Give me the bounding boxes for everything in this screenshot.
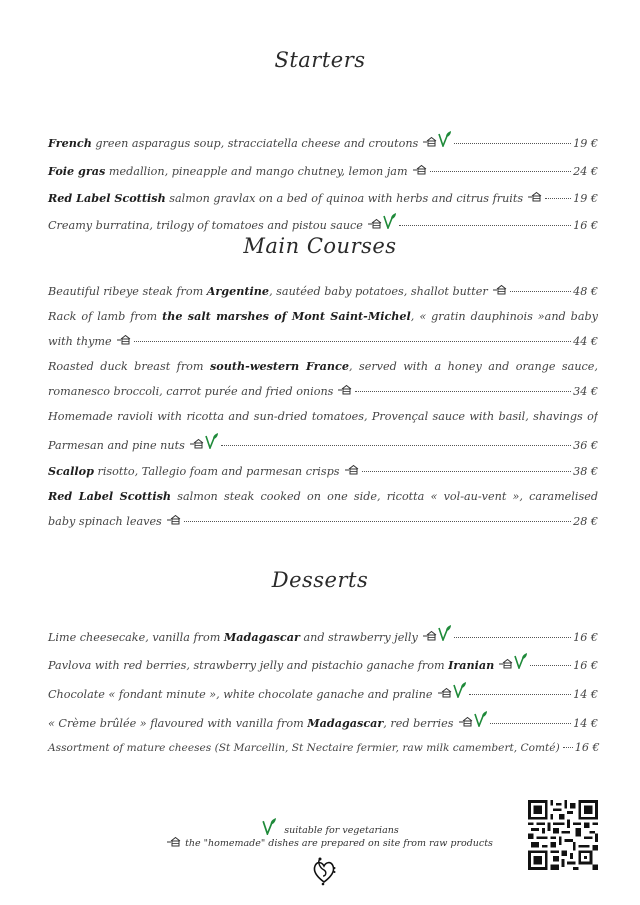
item-price: 28 € [573, 515, 598, 528]
menu-item [48, 682, 598, 707]
homemade-house-icon [368, 218, 382, 229]
menu-item [48, 484, 598, 534]
item-price: 48 € [573, 285, 598, 298]
dot-leader [469, 694, 572, 695]
legend-homemade-text: the "homemade" dishes are prepared on site from raw products [185, 838, 493, 849]
dot-leader [355, 391, 571, 392]
menu-item [48, 653, 598, 678]
vegetarian-leaf-icon [474, 711, 487, 727]
menu-item [48, 354, 598, 404]
item-highlight: Madagascar [307, 716, 384, 730]
item-highlight: Madagascar [223, 630, 300, 644]
item-highlight: the salt marshes of Mont Saint-Michel [162, 309, 411, 323]
item-price: 34 € [573, 385, 598, 398]
item-price: 16 € [573, 631, 598, 644]
dot-leader [545, 198, 571, 199]
dot-leader [563, 747, 573, 748]
item-price: 14 € [573, 717, 598, 730]
item-price: 44 € [573, 335, 598, 348]
item-description: romanesco broccoli, carrot purée and fried onions [48, 385, 334, 398]
item-description: risotto, Tallegio foam and parmesan crisps [93, 465, 340, 478]
dot-leader [134, 341, 571, 342]
legend-vegetarian-text: suitable for vegetarians [284, 825, 399, 836]
legend-vegetarian [150, 818, 510, 836]
item-price: 19 € [573, 137, 598, 150]
dot-leader [221, 445, 571, 446]
dot-leader [399, 225, 571, 226]
homemade-house-icon [459, 716, 473, 727]
item-description: , served with a honey and orange sauce, [348, 360, 598, 373]
item-highlight: Iranian [448, 658, 495, 672]
item-description: , red berries [383, 717, 454, 730]
item-description: Roasted duck breast from [48, 360, 210, 373]
vegetarian-leaf-icon [438, 131, 451, 147]
legend-homemade [150, 836, 510, 849]
dot-leader [490, 723, 572, 724]
item-description: salmon steak cooked on one side, ricotta « vol-au-vent », caramelised [177, 490, 598, 503]
vegetarian-leaf-icon [453, 682, 466, 698]
dot-leader [510, 291, 571, 292]
item-description: Pavlova with red berries, strawberry jelly and pistachio ganache from [48, 659, 449, 672]
treble-clef-heart-icon [312, 856, 336, 886]
homemade-house-icon [423, 136, 437, 147]
homemade-house-icon [167, 514, 181, 525]
dot-leader [530, 665, 571, 666]
item-price: 36 € [573, 439, 598, 452]
dot-leader [454, 143, 571, 144]
section-title-main-courses: Main Courses [243, 234, 397, 258]
section-title-starters: Starters [274, 48, 366, 72]
item-price: 16 € [574, 741, 600, 754]
homemade-house-icon [413, 164, 427, 175]
item-price: 38 € [573, 465, 598, 478]
menu-item [48, 159, 598, 184]
homemade-house-icon [338, 384, 352, 395]
dot-leader [454, 637, 571, 638]
menu-item [48, 404, 598, 458]
menu-item [48, 711, 598, 736]
homemade-house-icon [423, 630, 437, 641]
dot-leader [362, 471, 572, 472]
menu-item [48, 186, 598, 211]
item-description: with thyme [48, 335, 112, 348]
item-price: 24 € [573, 165, 598, 178]
item-highlight: Argentine [206, 284, 270, 298]
homemade-house-icon [528, 191, 542, 202]
menu-item [48, 625, 598, 650]
homemade-house-icon [190, 438, 204, 449]
homemade-house-icon [167, 836, 181, 847]
item-description: Parmesan and pine nuts [48, 439, 185, 452]
qr-code[interactable] [528, 800, 598, 870]
item-description: Creamy burratina, trilogy of tomatoes and pistou sauce [48, 219, 363, 232]
item-description: green asparagus soup, stracciatella cheese and croutons [91, 137, 419, 150]
item-description: « Crème brûlée » flavoured with vanilla from [48, 717, 308, 730]
vegetarian-leaf-icon [262, 818, 276, 835]
menu-item [48, 279, 598, 304]
item-description: salmon gravlax on a bed of quinoa with herbs and citrus fruits [165, 192, 524, 205]
section-title-desserts: Desserts [271, 568, 369, 592]
menu-item [48, 459, 598, 484]
item-description: , sautéed baby potatoes, shallot butter [269, 285, 488, 298]
homemade-house-icon [438, 687, 452, 698]
item-price: 19 € [573, 192, 598, 205]
vegetarian-leaf-icon [205, 433, 218, 449]
item-highlight: south-western France [209, 359, 349, 373]
item-highlight: French [48, 136, 92, 150]
vegetarian-leaf-icon [438, 625, 451, 641]
item-highlight: Scallop [48, 464, 94, 478]
item-price: 16 € [573, 659, 598, 672]
homemade-house-icon [493, 284, 507, 295]
item-description: , « gratin dauphinois »and baby [410, 310, 598, 323]
item-highlight: Red Label Scottish [48, 191, 166, 205]
item-description: Rack of lamb from [48, 310, 163, 323]
item-highlight: Foie gras [48, 164, 106, 178]
item-highlight: Red Label Scottish [48, 489, 172, 503]
item-description: baby spinach leaves [48, 515, 162, 528]
menu-item [48, 131, 598, 156]
dot-leader [184, 521, 571, 522]
item-description: Beautiful ribeye steak from [48, 285, 207, 298]
vegetarian-leaf-icon [514, 653, 527, 669]
menu-item [48, 304, 598, 354]
item-description: Assortment of mature cheeses (St Marcellin, St Nectaire fermier, raw milk camembert, Comté) [48, 742, 560, 754]
dot-leader [430, 171, 572, 172]
item-price: 16 € [573, 219, 598, 232]
item-description: medallion, pineapple and mango chutney, lemon jam [105, 165, 408, 178]
item-description: Homemade ravioli with ricotta and sun-dried tomatoes, Provençal sauce with basil, shavings of [48, 410, 598, 423]
menu-item [48, 735, 598, 760]
homemade-house-icon [499, 658, 513, 669]
vegetarian-leaf-icon [383, 213, 396, 229]
item-description: and strawberry jelly [299, 631, 418, 644]
item-description: Lime cheesecake, vanilla from [48, 631, 224, 644]
item-description: Chocolate « fondant minute », white chocolate ganache and praline [48, 688, 433, 701]
homemade-house-icon [117, 334, 131, 345]
homemade-house-icon [345, 464, 359, 475]
item-price: 14 € [573, 688, 598, 701]
